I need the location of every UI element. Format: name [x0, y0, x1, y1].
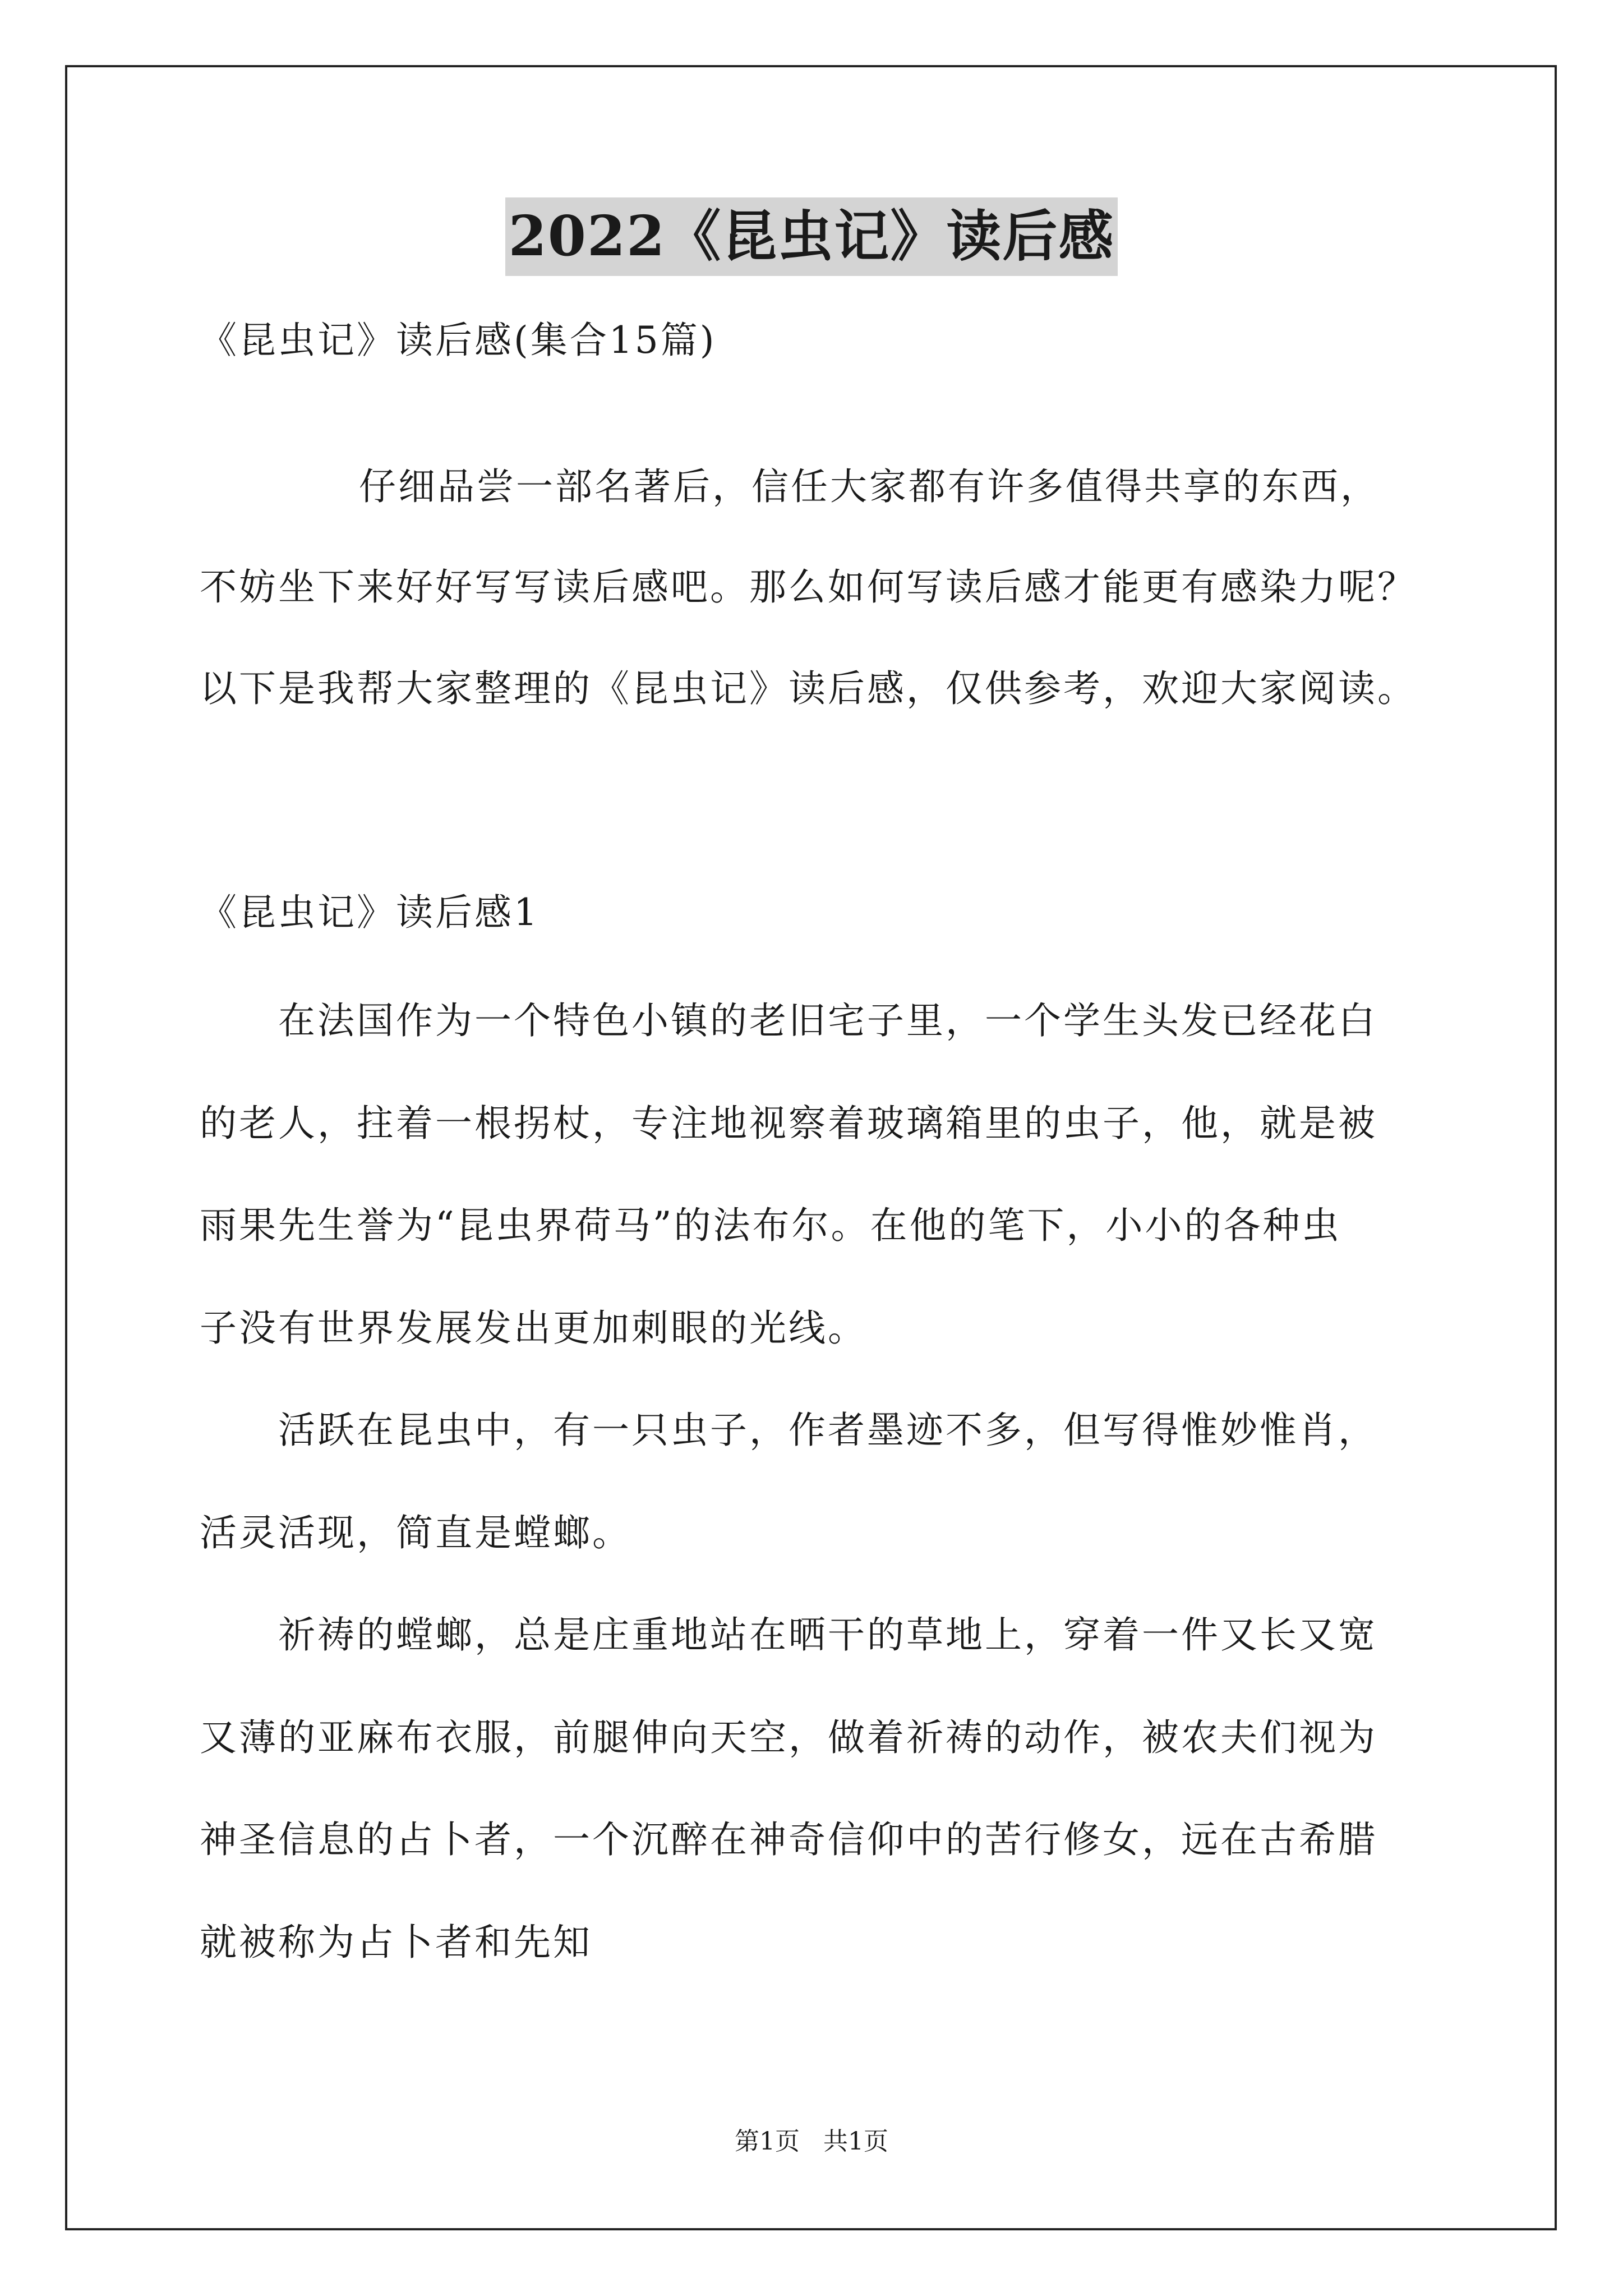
page-footer: 第1页 共1页 — [735, 2127, 888, 2156]
body-line: 又薄的亚麻布衣服，前腿伸向天空，做着祈祷的动作，被农夫们视为 — [200, 1716, 1377, 1759]
intro-line: 仔细品尝一部名著后，信任大家都有许多值得共享的东西， — [359, 465, 1380, 508]
title-container — [0, 197, 1623, 276]
body-line: 祈祷的螳螂，总是庄重地站在晒干的草地上，穿着一件又长又宽 — [278, 1613, 1377, 1657]
body-line: 的老人，拄着一根拐杖，专注地视察着玻璃箱里的虫子，他，就是被 — [200, 1102, 1377, 1145]
section-heading: 《昆虫记》读后感1 — [200, 891, 540, 934]
body-line: 活跃在昆虫中，有一只虫子，作者墨迹不多，但写得惟妙惟肖， — [278, 1409, 1377, 1452]
intro-line: 以下是我帮大家整理的《昆虫记》读后感，仅供参考，欢迎大家阅读。 — [200, 667, 1417, 710]
body-line: 神圣信息的占卜者，一个沉醉在神奇信仰中的苦行修女，远在古希腊 — [200, 1818, 1377, 1861]
intro-line: 不妨坐下来好好写写读后感吧。那么如何写读后感才能更有感染力呢？ — [200, 565, 1417, 609]
document-title: 2022《昆虫记》读后感 — [505, 197, 1118, 276]
body-line: 在法国作为一个特色小镇的老旧宅子里，一个学生头发已经花白 — [278, 999, 1377, 1042]
body-line: 活灵活现，简直是螳螂。 — [200, 1511, 631, 1554]
body-line: 雨果先生誉为“昆虫界荷马”的法布尔。在他的笔下，小小的各种虫 — [200, 1204, 1341, 1247]
document-subtitle: 《昆虫记》读后感(集合15篇) — [200, 319, 717, 362]
body-line: 子没有世界发展发出更加刺眼的光线。 — [200, 1306, 867, 1350]
body-line: 就被称为占卜者和先知 — [200, 1921, 592, 1964]
